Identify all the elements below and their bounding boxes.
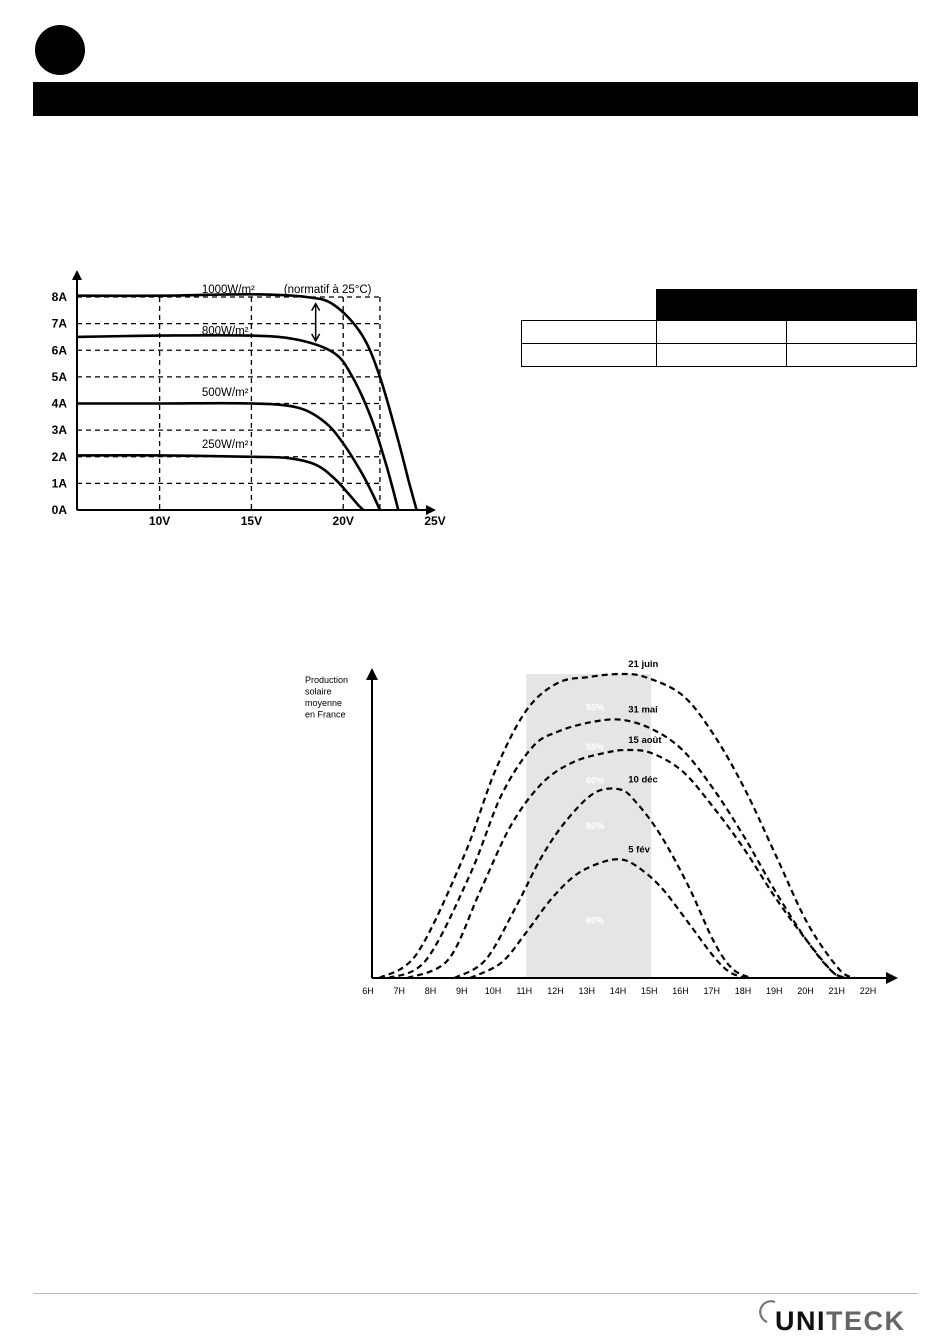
logo-text-bold: UNI <box>775 1306 826 1336</box>
iv-y-tick-label: 1A <box>51 476 67 491</box>
sol-x-tick-label: 17H <box>703 986 721 996</box>
logo-text-rest: TECK <box>826 1306 906 1336</box>
table-cell <box>787 321 917 344</box>
sol-shade-percent-label: 80% <box>585 821 605 832</box>
spec-table-header-col2 <box>657 290 787 321</box>
sol-shade-percent-label: 55% <box>585 742 605 752</box>
section-number-circle <box>35 25 85 75</box>
sol-y-axis-arrow <box>366 668 378 680</box>
iv-y-tick-label: 8A <box>51 290 67 304</box>
table-cell <box>522 321 657 344</box>
sol-x-tick-label: 20H <box>797 986 814 996</box>
sol-x-tick-label: 7H <box>393 986 406 996</box>
sol-ylabel-line: Production <box>305 675 349 685</box>
sol-ylabel-line: solaire <box>305 686 332 697</box>
sol-x-tick-label: 12H <box>547 986 564 996</box>
uniteck-logo <box>753 1296 923 1340</box>
iv-title: 1000W/m² <box>201 284 255 296</box>
iv-series-line <box>77 455 363 510</box>
sol-series-label: 21 juin <box>628 659 659 670</box>
table-row <box>522 321 917 344</box>
sol-x-tick-label: 19H <box>765 986 783 996</box>
sol-x-tick-label: 9H <box>455 986 468 996</box>
iv-x-tick-label: 20V <box>332 514 354 528</box>
iv-y-tick-label: 0A <box>51 503 67 517</box>
sol-x-axis-arrow <box>886 972 898 984</box>
iv-x-tick-label: 10V <box>148 514 171 528</box>
sol-ylabel-line: en France <box>305 709 346 720</box>
sol-series-label: 10 déc <box>628 774 658 786</box>
sol-x-tick-label: 8H <box>424 986 437 996</box>
iv-curve-chart <box>40 262 460 537</box>
table-cell <box>657 344 787 367</box>
sol-ylabel-line: moyenne <box>305 698 343 708</box>
sol-x-tick-label: 14H <box>609 986 627 996</box>
iv-curve-label: 500W/m² <box>201 387 249 400</box>
spec-table-header-row <box>522 290 917 321</box>
sol-x-tick-label: 11H <box>516 986 533 996</box>
iv-x-tick-label: 25V <box>424 514 446 528</box>
spec-table <box>521 289 917 367</box>
iv-x-tick-label: 15V <box>240 514 263 528</box>
iv-y-tick-label: 3A <box>51 423 67 438</box>
sol-shade-percent-label: 55% <box>585 702 605 713</box>
sol-series-label: 5 fév <box>628 844 650 856</box>
sol-series-label: 15 août <box>628 735 662 746</box>
iv-y-tick-label: 4A <box>51 396 67 411</box>
iv-labels <box>52 284 446 528</box>
table-row <box>522 344 917 367</box>
sol-x-tick-label: 18H <box>734 986 752 996</box>
table-cell <box>787 344 917 367</box>
table-cell <box>522 344 657 367</box>
sol-shade-percent-label: 60% <box>585 775 605 786</box>
table-cell <box>657 321 787 344</box>
footer-divider <box>33 1293 918 1294</box>
iv-note: (normatif à 25°C) <box>283 284 372 296</box>
spec-table-header-empty <box>522 290 657 321</box>
sol-x-tick-label: 10H <box>484 986 502 996</box>
sol-x-tick-label: 13H <box>578 986 596 996</box>
iv-y-axis-arrow <box>72 270 82 280</box>
iv-axes <box>72 270 436 515</box>
solar-production-chart <box>300 652 900 1002</box>
sol-x-tick-label: 21H <box>828 986 846 996</box>
sol-x-tick-label: 6H <box>362 986 374 996</box>
sol-x-tick-label: 15H <box>640 986 658 996</box>
section-title-bar <box>33 82 918 116</box>
sol-shade-percent-label: 80% <box>585 915 605 926</box>
iv-y-tick-label: 5A <box>51 369 67 384</box>
sol-x-tick-label: 16H <box>672 986 689 996</box>
iv-curve-label: 250W/m² <box>201 439 249 452</box>
iv-y-tick-label: 7A <box>51 316 67 331</box>
spec-table-header-col3 <box>787 290 917 321</box>
iv-curve-label: 800W/m² <box>201 325 249 338</box>
iv-y-tick-label: 2A <box>51 449 67 464</box>
iv-y-tick-label: 6A <box>51 343 67 358</box>
sol-series-label: 31 mai <box>628 704 658 716</box>
sol-x-tick-label: 22H <box>859 986 877 996</box>
logo-text <box>775 1306 906 1337</box>
